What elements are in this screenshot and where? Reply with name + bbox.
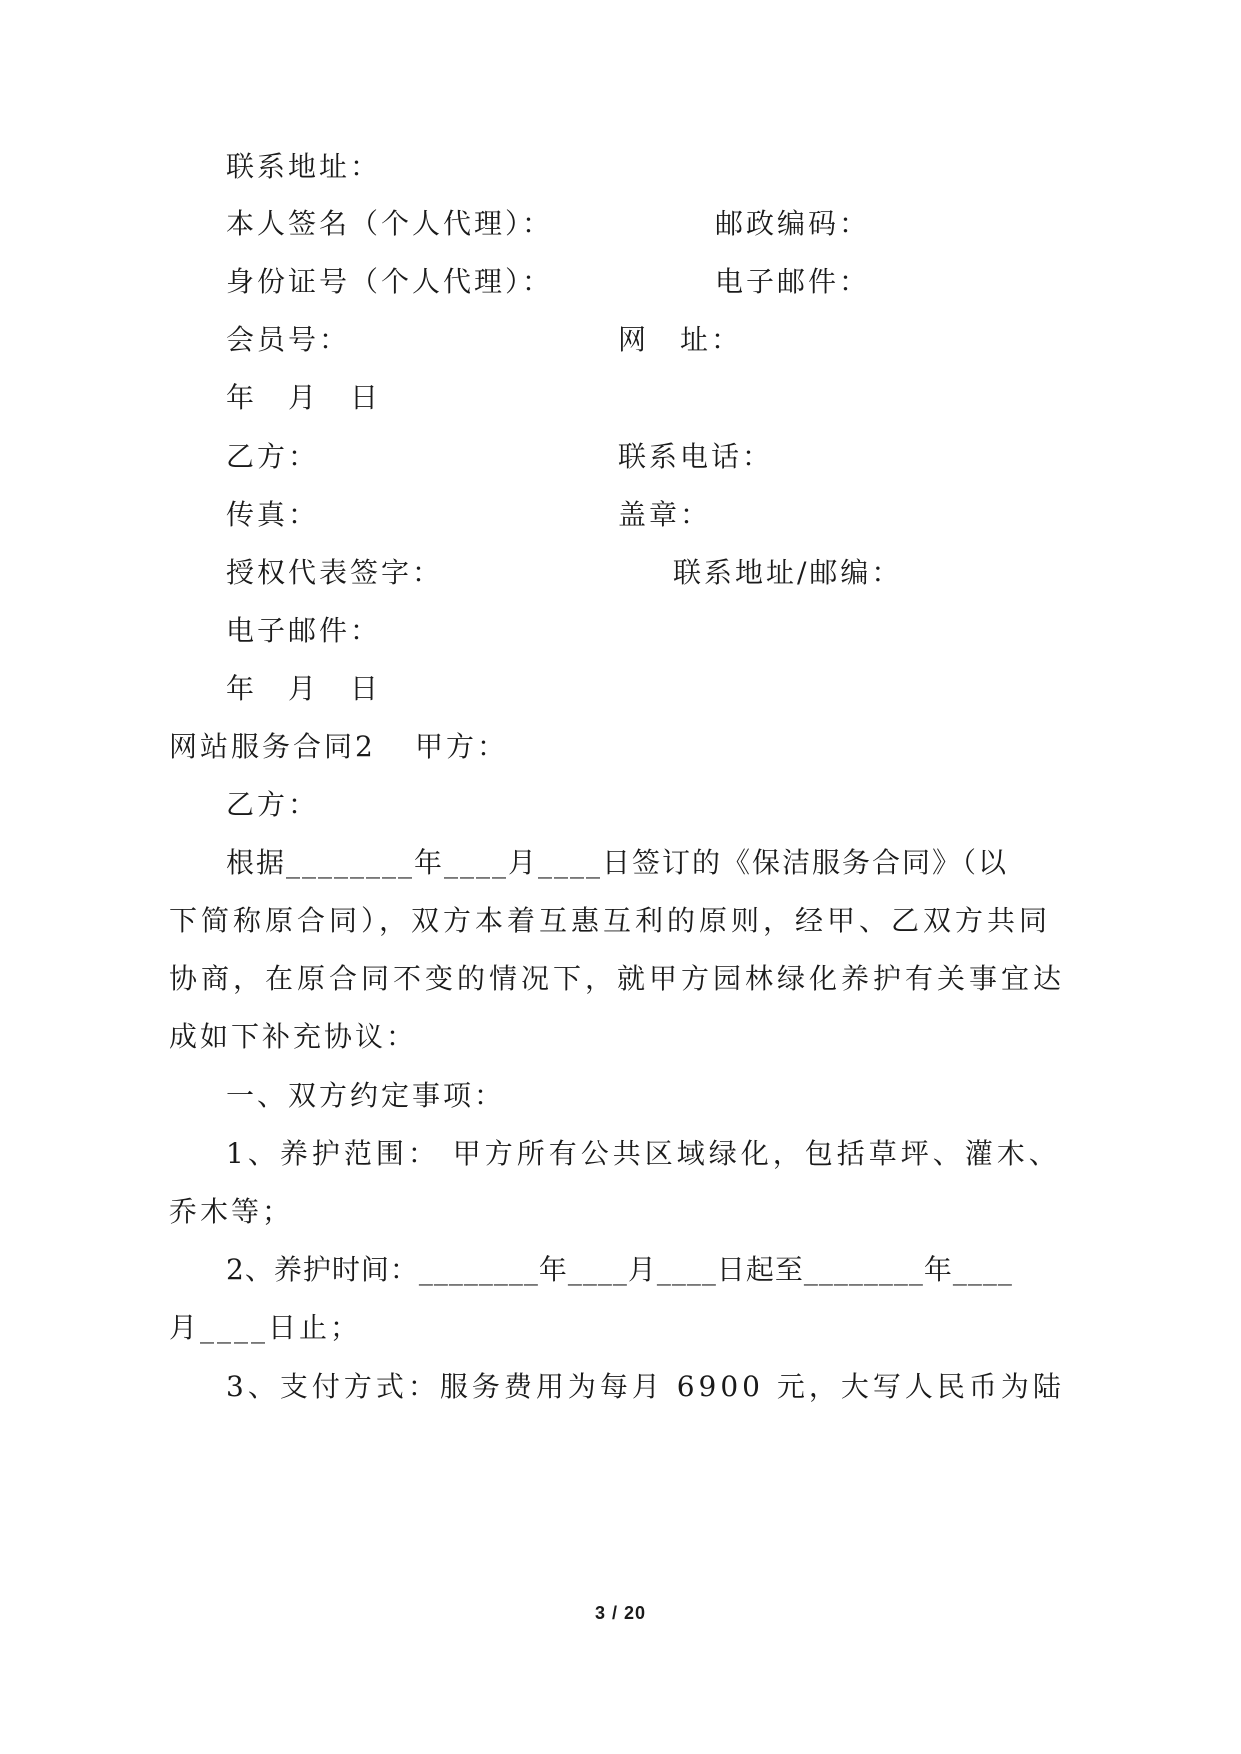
email-label-b: 电子邮件： xyxy=(226,614,382,647)
list-item-line: 月____日止； xyxy=(169,1311,362,1344)
authorized-signature-label: 授权代表签字： xyxy=(226,556,444,589)
date-line-a: 年 月 日 xyxy=(226,381,382,414)
contract-title: 网站服务合同2 xyxy=(169,730,376,763)
fax-label: 传真： xyxy=(226,498,320,531)
id-number-personal-label: 身份证号（个人代理）： xyxy=(226,265,554,298)
member-no-label: 会员号： xyxy=(226,323,351,356)
paragraph-line: 成如下补充协议： xyxy=(169,1020,418,1053)
paragraph-line: 根据________年____月____日签订的《保洁服务合同》（以 xyxy=(226,846,1009,879)
contact-phone-label: 联系电话： xyxy=(618,440,774,473)
contact-address-label: 联系地址： xyxy=(226,150,382,183)
party-b-label-2: 乙方： xyxy=(226,788,320,821)
paragraph-line: 下简称原合同），双方本着互惠互利的原则，经甲、乙双方共同 xyxy=(169,904,1052,937)
section-heading: 一、双方约定事项： xyxy=(226,1079,506,1112)
list-item-line: 2、养护时间：________年____月____日起至________年____ xyxy=(226,1253,1013,1286)
list-item-line: 3、支付方式：服务费用为每月 6900 元，大写人民币为陆 xyxy=(226,1370,1065,1403)
website-label: 网 址： xyxy=(618,323,743,356)
party-b-label: 乙方： xyxy=(226,440,320,473)
postal-code-label: 邮政编码： xyxy=(715,207,871,240)
list-item-line: 1、养护范围： 甲方所有公共区域绿化，包括草坪、灌木、 xyxy=(226,1137,1061,1170)
email-label-a: 电子邮件： xyxy=(715,265,871,298)
paragraph-line: 协商，在原合同不变的情况下，就甲方园林绿化养护有关事宜达 xyxy=(169,962,1066,995)
list-item-line: 乔木等； xyxy=(169,1195,294,1228)
contact-address-postcode-label: 联系地址/邮编： xyxy=(673,556,903,589)
date-line-b: 年 月 日 xyxy=(226,672,382,705)
seal-label: 盖章： xyxy=(618,498,712,531)
page-number: 3 / 20 xyxy=(594,1603,647,1623)
signature-personal-label: 本人签名（个人代理）： xyxy=(226,207,554,240)
party-a-label: 甲方： xyxy=(415,730,509,763)
